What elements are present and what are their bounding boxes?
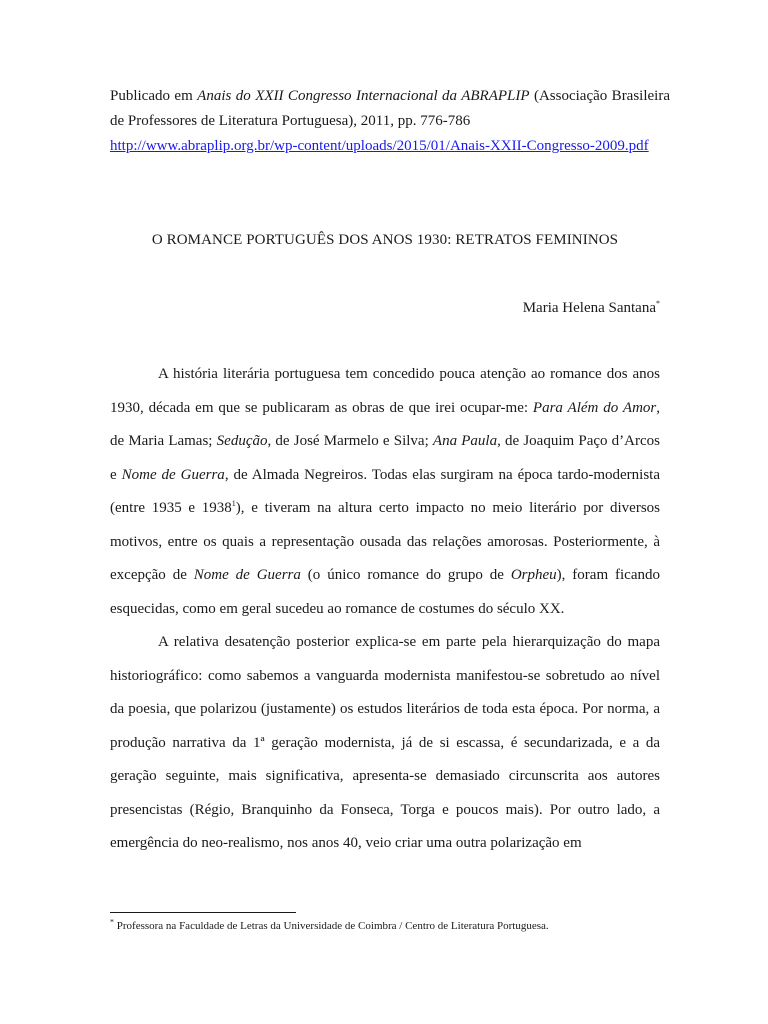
work-title-ana-paula: Ana Paula: [432, 433, 498, 449]
footnote-text: Professora na Faculdade de Letras da Universidade de Coimbra / Centro de Literatura Portuguesa.: [114, 920, 549, 932]
paragraph-1-text-7: (o único romance do grupo de: [300, 567, 511, 583]
work-title-nome-de-guerra-2: Nome de Guerra: [193, 567, 301, 583]
footnote-separator: [110, 912, 296, 913]
publication-note: [110, 84, 670, 159]
footnote: [110, 918, 670, 934]
publication-url-link[interactable]: http://www.abraplip.org.br/wp-content/uploads/2015/01/Anais-XXII-Congresso-2009.pdf: [110, 138, 649, 154]
paragraph-1-text-1: A história literária portuguesa tem concedido pouca atenção ao romance dos anos 1930, década em que se publicaram as obras de que irei ocupar-me:: [110, 366, 660, 416]
paragraph-1-text-8: ), foram ficando esquecidas, como em geral sucedeu ao romance de costumes do século XX.: [110, 567, 661, 617]
article-title: O ROMANCE PORTUGUÊS DOS ANOS 1930: RETRATOS FEMININOS: [151, 232, 619, 248]
work-title-orpheu: Orpheu: [510, 567, 557, 583]
paragraph-1-text-3: , de José Marmelo e Silva;: [267, 433, 433, 449]
author-name: Maria Helena Santana: [522, 300, 656, 316]
work-title-para-alem-do-amor: Para Além do Amor: [532, 399, 657, 416]
work-title-nome-de-guerra: Nome de Guerra: [121, 466, 225, 483]
publication-venue: Anais do XXII Congresso Internacional da ABRAPLIP: [197, 88, 530, 104]
footnote-mark: *: [110, 917, 114, 927]
article-body: [110, 358, 660, 861]
publication-prefix: Publicado em: [110, 88, 198, 104]
paragraph-1-text-2: , de Maria Lamas;: [110, 399, 660, 449]
paragraph-1-text-6: ), e tiveram na altura certo impacto no meio literário por diversos motivos, entre os quais a representação ousada das relações amorosas. Posteriormente, à excepção de: [110, 500, 660, 583]
paragraph-1: [110, 358, 660, 626]
author-footnote-mark[interactable]: *: [656, 299, 660, 308]
article-author: [523, 297, 660, 319]
paragraph-2: A relativa desatenção posterior explica-se em parte pela hierarquização do mapa historiográfico: como sabemos a vanguarda modernista manifestou-se sobretudo ao nível da poesia, que polarizou (justamente) os estudos literários de toda esta época. Por norma, a produção narrativa da 1ª geração modernista, já de si escassa, é secundarizada, e a da geração seguinte, mais significativa, apresenta-se demasiado circunscrita aos autores presencistas (Régio, Branquinho da Fonseca, Torga e poucos mais). Por outro lado, a emergência do neo-realismo, nos anos 40, veio criar uma outra polarização em: [110, 634, 660, 851]
work-title-seducao: Sedução: [216, 433, 268, 449]
footnote-ref-1[interactable]: 1: [231, 499, 236, 508]
publication-suffix: (Associação Brasileira de Professores de Literatura Portuguesa), 2011, pp. 776-786: [110, 88, 670, 129]
paragraph-1-text-5: , de Almada Negreiros. Todas elas surgiram na época tardo-modernista (entre 1935 e 1938: [110, 466, 661, 516]
paragraph-1-text-4: , de Joaquim Paço d’Arcos e: [110, 433, 661, 483]
